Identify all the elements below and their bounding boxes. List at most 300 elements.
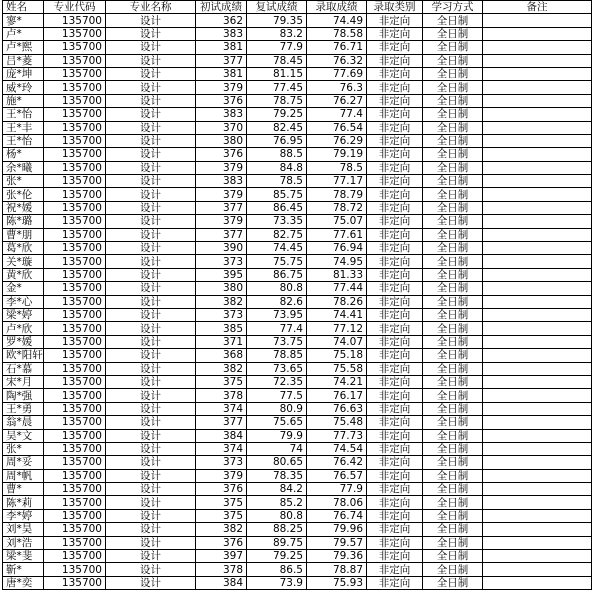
cell-major-code: 135700: [44, 523, 106, 536]
cell-retest-score: 85.2: [247, 496, 307, 509]
cell-admission-score: 76.54: [307, 121, 367, 134]
cell-major-name: 设计: [106, 201, 196, 214]
header-major-code: 专业代码: [44, 1, 106, 14]
cell-initial-score: 384: [196, 429, 247, 442]
cell-remarks: [483, 27, 592, 40]
cell-major-code: 135700: [44, 295, 106, 308]
cell-retest-score: 73.35: [247, 215, 307, 228]
cell-retest-score: 77.9: [247, 41, 307, 54]
cell-remarks: [483, 295, 592, 308]
cell-retest-score: 76.95: [247, 134, 307, 147]
cell-admission-score: 77.69: [307, 67, 367, 80]
cell-admission-score: 78.58: [307, 27, 367, 40]
table-row: [3, 215, 592, 228]
cell-admission-type: 非定向: [367, 322, 423, 335]
cell-study-mode: 全日制: [423, 362, 483, 375]
cell-retest-score: 82.6: [247, 295, 307, 308]
header-name: 姓名: [3, 1, 44, 14]
cell-admission-type: 非定向: [367, 416, 423, 429]
cell-major-code: 135700: [44, 175, 106, 188]
cell-initial-score: 378: [196, 389, 247, 402]
cell-remarks: [483, 14, 592, 27]
cell-remarks: [483, 469, 592, 482]
cell-name: 欧*阳轩: [3, 349, 44, 362]
cell-remarks: [483, 161, 592, 174]
cell-study-mode: 全日制: [423, 67, 483, 80]
cell-admission-type: 非定向: [367, 349, 423, 362]
cell-study-mode: 全日制: [423, 268, 483, 281]
cell-study-mode: 全日制: [423, 550, 483, 563]
cell-major-name: 设计: [106, 215, 196, 228]
cell-major-name: 设计: [106, 322, 196, 335]
cell-admission-score: 75.58: [307, 362, 367, 375]
cell-retest-score: 74: [247, 442, 307, 455]
cell-name: 卢*熙: [3, 41, 44, 54]
cell-major-name: 设计: [106, 148, 196, 161]
table-row: [3, 416, 592, 429]
table-row: [3, 576, 592, 589]
cell-retest-score: 75.65: [247, 416, 307, 429]
cell-admission-score: 74.21: [307, 375, 367, 388]
cell-initial-score: 379: [196, 161, 247, 174]
cell-major-code: 135700: [44, 121, 106, 134]
cell-name: 黄*欣: [3, 268, 44, 281]
cell-retest-score: 85.75: [247, 188, 307, 201]
cell-study-mode: 全日制: [423, 442, 483, 455]
cell-initial-score: 376: [196, 94, 247, 107]
cell-major-code: 135700: [44, 242, 106, 255]
table-row: [3, 268, 592, 281]
table-row: [3, 27, 592, 40]
cell-admission-type: 非定向: [367, 242, 423, 255]
cell-study-mode: 全日制: [423, 255, 483, 268]
cell-major-code: 135700: [44, 509, 106, 522]
cell-study-mode: 全日制: [423, 94, 483, 107]
cell-study-mode: 全日制: [423, 242, 483, 255]
cell-admission-type: 非定向: [367, 175, 423, 188]
cell-retest-score: 78.75: [247, 94, 307, 107]
cell-retest-score: 78.35: [247, 469, 307, 482]
cell-study-mode: 全日制: [423, 335, 483, 348]
cell-remarks: [483, 81, 592, 94]
table-row: [3, 335, 592, 348]
header-initial-score: 初试成绩: [196, 1, 247, 14]
cell-initial-score: 373: [196, 255, 247, 268]
cell-initial-score: 379: [196, 469, 247, 482]
cell-major-name: 设计: [106, 108, 196, 121]
cell-retest-score: 78.5: [247, 175, 307, 188]
cell-initial-score: 375: [196, 509, 247, 522]
cell-remarks: [483, 242, 592, 255]
table-row: [3, 188, 592, 201]
cell-major-code: 135700: [44, 308, 106, 321]
table-row: [3, 402, 592, 415]
cell-major-code: 135700: [44, 134, 106, 147]
table-row: [3, 161, 592, 174]
cell-retest-score: 89.75: [247, 536, 307, 549]
cell-name: 葛*欣: [3, 242, 44, 255]
cell-retest-score: 88.25: [247, 523, 307, 536]
header-admission-type: 录取类别: [367, 1, 423, 14]
cell-initial-score: 382: [196, 523, 247, 536]
table-row: [3, 496, 592, 509]
cell-remarks: [483, 228, 592, 241]
cell-initial-score: 383: [196, 175, 247, 188]
cell-study-mode: 全日制: [423, 429, 483, 442]
cell-name: 张*: [3, 442, 44, 455]
cell-study-mode: 全日制: [423, 375, 483, 388]
cell-admission-score: 75.48: [307, 416, 367, 429]
cell-major-name: 设计: [106, 536, 196, 549]
cell-remarks: [483, 483, 592, 496]
cell-retest-score: 80.8: [247, 282, 307, 295]
cell-admission-score: 78.26: [307, 295, 367, 308]
cell-retest-score: 73.9: [247, 576, 307, 589]
table-row: [3, 456, 592, 469]
cell-study-mode: 全日制: [423, 509, 483, 522]
cell-major-code: 135700: [44, 108, 106, 121]
cell-admission-type: 非定向: [367, 483, 423, 496]
cell-major-code: 135700: [44, 188, 106, 201]
cell-study-mode: 全日制: [423, 536, 483, 549]
cell-study-mode: 全日制: [423, 483, 483, 496]
cell-major-name: 设计: [106, 41, 196, 54]
cell-retest-score: 77.45: [247, 81, 307, 94]
cell-initial-score: 395: [196, 268, 247, 281]
table-row: [3, 483, 592, 496]
cell-admission-type: 非定向: [367, 523, 423, 536]
cell-study-mode: 全日制: [423, 322, 483, 335]
table-row: [3, 442, 592, 455]
cell-study-mode: 全日制: [423, 215, 483, 228]
cell-name: 曹*: [3, 483, 44, 496]
cell-major-code: 135700: [44, 201, 106, 214]
admission-score-table: [2, 0, 592, 590]
cell-name: 威*玲: [3, 81, 44, 94]
cell-major-name: 设计: [106, 81, 196, 94]
table-row: [3, 175, 592, 188]
cell-admission-type: 非定向: [367, 362, 423, 375]
cell-major-code: 135700: [44, 536, 106, 549]
table-row: [3, 429, 592, 442]
cell-study-mode: 全日制: [423, 121, 483, 134]
cell-name: 梁*婷: [3, 308, 44, 321]
cell-major-code: 135700: [44, 389, 106, 402]
cell-study-mode: 全日制: [423, 456, 483, 469]
cell-admission-score: 79.57: [307, 536, 367, 549]
cell-name: 王*怡: [3, 108, 44, 121]
cell-retest-score: 86.5: [247, 563, 307, 576]
cell-major-name: 设计: [106, 389, 196, 402]
cell-study-mode: 全日制: [423, 228, 483, 241]
cell-retest-score: 84.2: [247, 483, 307, 496]
cell-name: 张*伦: [3, 188, 44, 201]
cell-admission-type: 非定向: [367, 402, 423, 415]
cell-name: 庞*坤: [3, 67, 44, 80]
cell-initial-score: 362: [196, 14, 247, 27]
cell-admission-type: 非定向: [367, 41, 423, 54]
cell-name: 翁*晨: [3, 416, 44, 429]
cell-retest-score: 73.65: [247, 362, 307, 375]
cell-major-name: 设计: [106, 523, 196, 536]
cell-initial-score: 385: [196, 322, 247, 335]
table-row: [3, 536, 592, 549]
cell-retest-score: 83.2: [247, 27, 307, 40]
cell-major-code: 135700: [44, 41, 106, 54]
cell-remarks: [483, 121, 592, 134]
cell-major-name: 设计: [106, 550, 196, 563]
cell-admission-type: 非定向: [367, 536, 423, 549]
cell-name: 周*妥: [3, 456, 44, 469]
cell-remarks: [483, 576, 592, 589]
cell-major-name: 设计: [106, 121, 196, 134]
cell-remarks: [483, 349, 592, 362]
cell-study-mode: 全日制: [423, 108, 483, 121]
cell-admission-type: 非定向: [367, 429, 423, 442]
cell-admission-score: 79.36: [307, 550, 367, 563]
cell-study-mode: 全日制: [423, 161, 483, 174]
cell-initial-score: 383: [196, 27, 247, 40]
cell-major-code: 135700: [44, 81, 106, 94]
cell-major-code: 135700: [44, 14, 106, 27]
table-row: [3, 81, 592, 94]
cell-admission-type: 非定向: [367, 14, 423, 27]
cell-remarks: [483, 335, 592, 348]
cell-remarks: [483, 563, 592, 576]
cell-initial-score: 380: [196, 282, 247, 295]
cell-major-code: 135700: [44, 161, 106, 174]
cell-name: 李*婷: [3, 509, 44, 522]
cell-admission-score: 79.19: [307, 148, 367, 161]
cell-major-name: 设计: [106, 442, 196, 455]
cell-admission-score: 76.74: [307, 509, 367, 522]
cell-remarks: [483, 268, 592, 281]
cell-name: 关*璇: [3, 255, 44, 268]
cell-study-mode: 全日制: [423, 188, 483, 201]
cell-remarks: [483, 201, 592, 214]
cell-initial-score: 381: [196, 67, 247, 80]
cell-major-name: 设计: [106, 14, 196, 27]
cell-study-mode: 全日制: [423, 41, 483, 54]
cell-name: 石*慕: [3, 362, 44, 375]
cell-study-mode: 全日制: [423, 27, 483, 40]
cell-remarks: [483, 456, 592, 469]
cell-admission-score: 76.32: [307, 54, 367, 67]
cell-admission-type: 非定向: [367, 134, 423, 147]
cell-study-mode: 全日制: [423, 469, 483, 482]
cell-study-mode: 全日制: [423, 496, 483, 509]
cell-major-name: 设计: [106, 242, 196, 255]
cell-remarks: [483, 134, 592, 147]
cell-admission-score: 77.4: [307, 108, 367, 121]
cell-remarks: [483, 41, 592, 54]
cell-admission-score: 76.94: [307, 242, 367, 255]
cell-name: 李*心: [3, 295, 44, 308]
cell-major-name: 设计: [106, 362, 196, 375]
table-row: [3, 41, 592, 54]
cell-remarks: [483, 523, 592, 536]
cell-major-name: 设计: [106, 228, 196, 241]
cell-admission-score: 74.07: [307, 335, 367, 348]
cell-major-name: 设计: [106, 469, 196, 482]
cell-retest-score: 73.75: [247, 335, 307, 348]
cell-study-mode: 全日制: [423, 54, 483, 67]
table-row: [3, 469, 592, 482]
cell-study-mode: 全日制: [423, 389, 483, 402]
cell-name: 寥*: [3, 14, 44, 27]
table-row: [3, 14, 592, 27]
cell-major-name: 设计: [106, 268, 196, 281]
cell-remarks: [483, 536, 592, 549]
cell-initial-score: 379: [196, 81, 247, 94]
cell-admission-score: 78.79: [307, 188, 367, 201]
cell-major-name: 设计: [106, 188, 196, 201]
table-row: [3, 295, 592, 308]
cell-admission-score: 77.44: [307, 282, 367, 295]
cell-retest-score: 77.4: [247, 322, 307, 335]
cell-admission-score: 76.3: [307, 81, 367, 94]
header-admission-score: 录取成绩: [307, 1, 367, 14]
cell-initial-score: 376: [196, 536, 247, 549]
cell-initial-score: 378: [196, 563, 247, 576]
cell-major-name: 设计: [106, 375, 196, 388]
cell-remarks: [483, 282, 592, 295]
cell-study-mode: 全日制: [423, 402, 483, 415]
cell-major-code: 135700: [44, 228, 106, 241]
cell-initial-score: 377: [196, 416, 247, 429]
cell-admission-score: 78.87: [307, 563, 367, 576]
cell-admission-score: 76.29: [307, 134, 367, 147]
cell-remarks: [483, 550, 592, 563]
cell-name: 刘*浩: [3, 536, 44, 549]
cell-retest-score: 84.8: [247, 161, 307, 174]
cell-major-name: 设计: [106, 67, 196, 80]
cell-study-mode: 全日制: [423, 416, 483, 429]
cell-major-name: 设计: [106, 27, 196, 40]
cell-retest-score: 80.8: [247, 509, 307, 522]
cell-admission-score: 77.9: [307, 483, 367, 496]
cell-study-mode: 全日制: [423, 295, 483, 308]
cell-name: 杨*: [3, 148, 44, 161]
cell-admission-type: 非定向: [367, 295, 423, 308]
cell-remarks: [483, 496, 592, 509]
cell-retest-score: 74.45: [247, 242, 307, 255]
cell-name: 施*: [3, 94, 44, 107]
cell-major-name: 设计: [106, 402, 196, 415]
cell-admission-type: 非定向: [367, 67, 423, 80]
cell-remarks: [483, 416, 592, 429]
cell-initial-score: 375: [196, 375, 247, 388]
cell-remarks: [483, 402, 592, 415]
table-row: [3, 54, 592, 67]
cell-admission-type: 非定向: [367, 442, 423, 455]
cell-retest-score: 88.5: [247, 148, 307, 161]
cell-major-name: 设计: [106, 416, 196, 429]
header-major-name: 专业名称: [106, 1, 196, 14]
table-row: [3, 134, 592, 147]
cell-major-code: 135700: [44, 54, 106, 67]
table-row: [3, 121, 592, 134]
cell-admission-type: 非定向: [367, 255, 423, 268]
cell-name: 刘*昊: [3, 523, 44, 536]
cell-study-mode: 全日制: [423, 148, 483, 161]
cell-major-code: 135700: [44, 215, 106, 228]
table-row: [3, 228, 592, 241]
table-row: [3, 255, 592, 268]
cell-admission-score: 75.93: [307, 576, 367, 589]
cell-admission-score: 76.27: [307, 94, 367, 107]
cell-admission-score: 78.06: [307, 496, 367, 509]
cell-study-mode: 全日制: [423, 175, 483, 188]
cell-remarks: [483, 442, 592, 455]
cell-major-code: 135700: [44, 268, 106, 281]
cell-retest-score: 81.15: [247, 67, 307, 80]
cell-major-name: 设计: [106, 54, 196, 67]
cell-major-name: 设计: [106, 308, 196, 321]
cell-admission-type: 非定向: [367, 148, 423, 161]
table-row: [3, 349, 592, 362]
cell-major-code: 135700: [44, 429, 106, 442]
cell-admission-type: 非定向: [367, 563, 423, 576]
cell-major-code: 135700: [44, 563, 106, 576]
table-row: [3, 308, 592, 321]
cell-study-mode: 全日制: [423, 201, 483, 214]
cell-major-name: 设计: [106, 509, 196, 522]
cell-initial-score: 379: [196, 188, 247, 201]
cell-major-name: 设计: [106, 161, 196, 174]
cell-major-name: 设计: [106, 429, 196, 442]
cell-retest-score: 78.85: [247, 349, 307, 362]
cell-retest-score: 79.25: [247, 550, 307, 563]
cell-initial-score: 377: [196, 228, 247, 241]
cell-remarks: [483, 108, 592, 121]
cell-remarks: [483, 94, 592, 107]
cell-major-code: 135700: [44, 255, 106, 268]
cell-admission-score: 79.96: [307, 523, 367, 536]
cell-name: 卢*欣: [3, 322, 44, 335]
cell-retest-score: 80.9: [247, 402, 307, 415]
cell-study-mode: 全日制: [423, 308, 483, 321]
cell-retest-score: 82.75: [247, 228, 307, 241]
cell-initial-score: 379: [196, 215, 247, 228]
cell-study-mode: 全日制: [423, 349, 483, 362]
cell-initial-score: 380: [196, 134, 247, 147]
cell-major-name: 设计: [106, 282, 196, 295]
cell-retest-score: 75.75: [247, 255, 307, 268]
cell-major-name: 设计: [106, 295, 196, 308]
cell-admission-type: 非定向: [367, 576, 423, 589]
cell-admission-type: 非定向: [367, 201, 423, 214]
cell-major-code: 135700: [44, 148, 106, 161]
cell-name: 陈*璐: [3, 215, 44, 228]
cell-name: 宋*月: [3, 375, 44, 388]
cell-major-code: 135700: [44, 483, 106, 496]
cell-retest-score: 73.95: [247, 308, 307, 321]
cell-initial-score: 381: [196, 41, 247, 54]
cell-admission-type: 非定向: [367, 389, 423, 402]
cell-major-code: 135700: [44, 442, 106, 455]
cell-name: 卢*: [3, 27, 44, 40]
cell-admission-type: 非定向: [367, 282, 423, 295]
cell-admission-type: 非定向: [367, 375, 423, 388]
cell-admission-score: 77.61: [307, 228, 367, 241]
cell-name: 陈*莉: [3, 496, 44, 509]
cell-major-code: 135700: [44, 496, 106, 509]
cell-major-code: 135700: [44, 402, 106, 415]
cell-major-code: 135700: [44, 349, 106, 362]
cell-major-code: 135700: [44, 322, 106, 335]
cell-study-mode: 全日制: [423, 134, 483, 147]
